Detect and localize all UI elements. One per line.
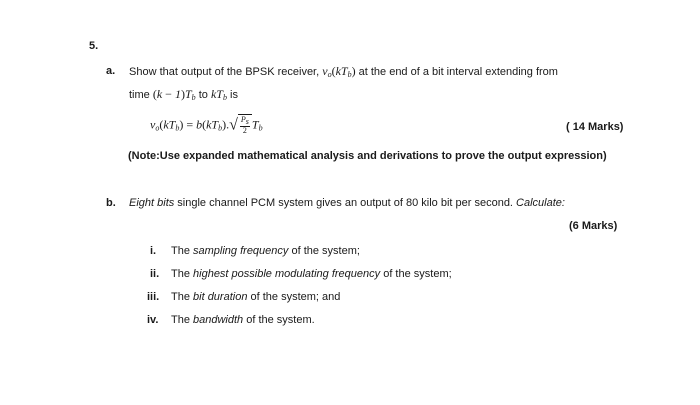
part-a-line2-pre: time (129, 89, 153, 101)
part-b-text-rest: single channel PCM system gives an output of 80 kilo bit per second. (174, 197, 517, 209)
part-a-line2-expr1: $(k - 1)T_b$ (152, 87, 196, 102)
part-b-marks: (6 Marks) (569, 220, 618, 232)
list-item-em: bit duration (193, 291, 248, 303)
list-item (147, 314, 315, 326)
part-b-italic-start: Eight bits (129, 197, 175, 209)
list-item-post: of the system; and (247, 291, 341, 303)
part-a-note: (Note:Use expanded mathematical analysis and derivations to prove the output expression) (128, 150, 607, 162)
list-item-num: ii. (150, 268, 160, 280)
part-a-line2 (129, 87, 238, 102)
list-item-num: iv. (147, 314, 159, 326)
list-item-post: of the system; (288, 245, 360, 257)
list-item-pre: The (171, 291, 194, 303)
list-item-pre: The (171, 245, 194, 257)
list-item-num: i. (150, 245, 157, 257)
part-a-line2-mid: to (195, 89, 211, 101)
part-a-line2-post: is (226, 89, 238, 101)
list-item-post: of the system. (243, 314, 315, 326)
list-item-em: highest possible modulating frequency (193, 268, 381, 280)
list-item (147, 291, 340, 303)
list-item (150, 245, 360, 257)
part-a-marks: ( 14 Marks) (566, 121, 624, 133)
list-item-pre: The (171, 268, 194, 280)
part-b-label: b. (106, 197, 116, 209)
list-item-em: bandwidth (193, 314, 244, 326)
part-a-equation: $v_o(kT_b) = b(kT_b).√$ $\frac{P_s}{2}$ $T_b$ (150, 115, 263, 135)
list-item-pre: The (171, 314, 194, 326)
part-a-line1 (129, 64, 558, 79)
part-b-calc: Calculate: (516, 197, 565, 209)
list-item-num: iii. (147, 291, 160, 303)
list-item (150, 268, 452, 280)
part-a-line1-expr: $v_o(kT_b)$ (322, 64, 356, 79)
part-a-line1-pre: Show that output of the BPSK receiver, (129, 66, 323, 78)
part-b-text (129, 197, 565, 209)
part-a-label: a. (106, 65, 116, 77)
part-a-line1-post: at the end of a bit interval extending from (355, 66, 558, 78)
part-a-line2-expr2: $kT_b$ (210, 87, 227, 102)
list-item-em: sampling frequency (193, 245, 289, 257)
question-number: 5. (89, 40, 99, 52)
list-item-post: of the system; (380, 268, 452, 280)
